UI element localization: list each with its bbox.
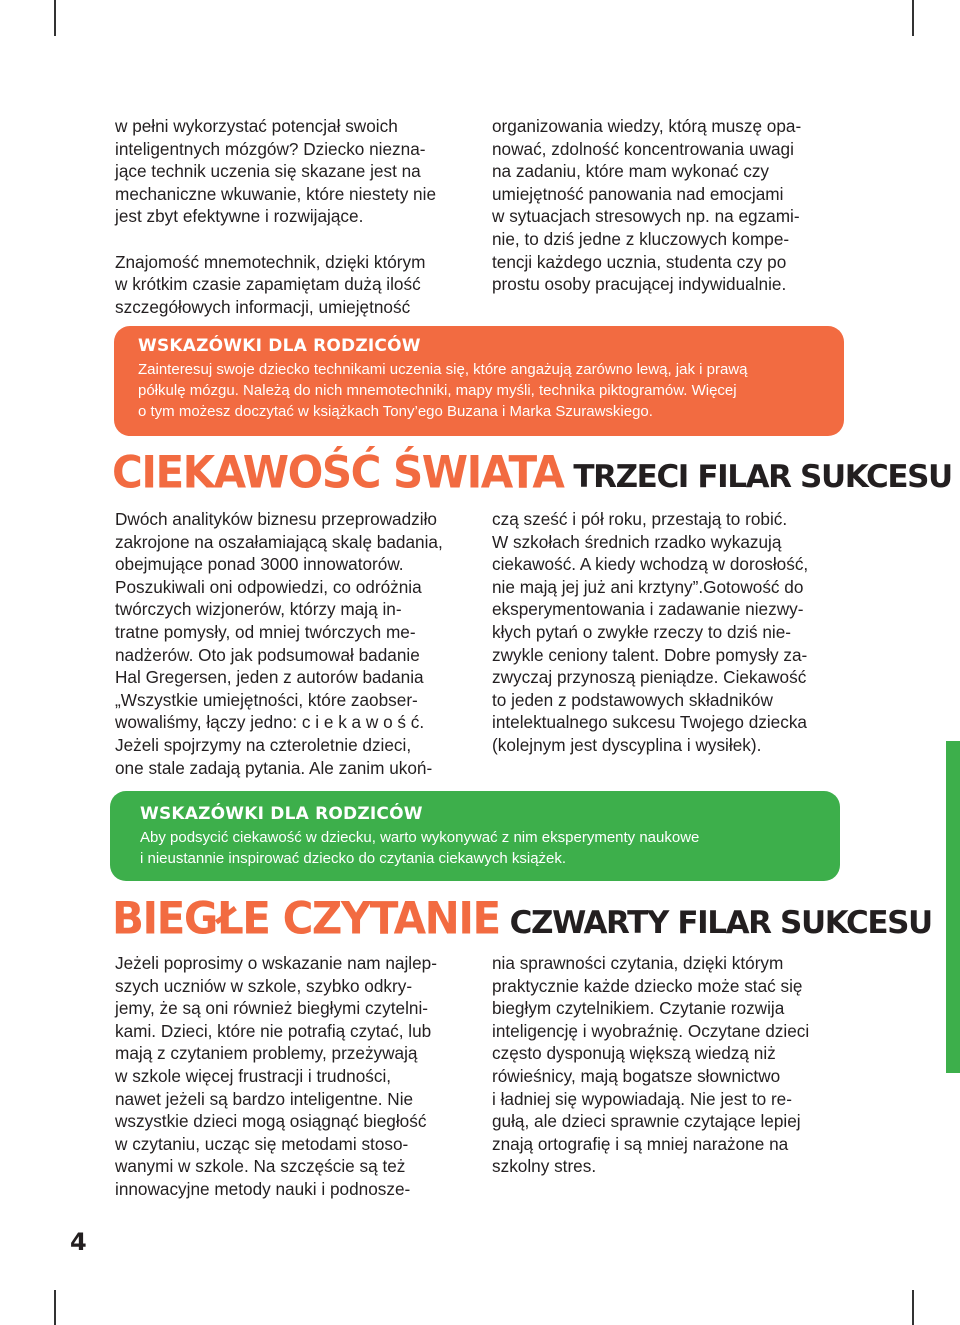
reading-column-right: [492, 952, 857, 1178]
curiosity-column-left: [115, 508, 480, 779]
tip-title: WSKAZÓWKI DLA RODZICÓW: [140, 804, 423, 824]
crop-mark-top-left: [54, 0, 56, 36]
reading-text-left: Jeżeli poprosimy o wskazanie nam najlep- szych uczniów w szkole, szybko odkry- jemy, że są oni również biegłymi czytelni- kami. Dzieci, które nie potrafią czytać, lub mają z czytaniem problemy, przeżywają w szkole więcej frustracji i trudności, nawet jeżeli są bardzo inteligentne. Nie wszystkie dzieci mogą osiągnąć biegłość w czytaniu, ucząc się metodami stoso- wanymi w szkole. Na szczęście są też innowacyjne metody nauki i podnosze-: [115, 953, 437, 1199]
parent-tip-box-green: [110, 791, 840, 881]
intro-paragraph-1: w pełni wykorzystać potencjał swoich inteligentnych mózgów? Dziecko niezna- jące technik uczenia się skazane jest na mechaniczne wkuwanie, które niestety nie jest zbyt efektywne i rozwijające.: [115, 116, 436, 227]
intro-paragraph-3: organizowania wiedzy, którą muszę opa- nować, zdolność koncentrowania uwagi na zadaniu, które mam wykonać czy umiejętność panowania nad emocjami w sytuacjach stresowych np. na egzami- nie, to dziś jedne z kluczowych kompe- tencji każdego ucznia, studenta czy po prostu osoby pracującej indywidualnie.: [492, 116, 802, 295]
section-heading-reading: [112, 894, 932, 943]
tip-title: WSKAZÓWKI DLA RODZICÓW: [138, 336, 421, 356]
reading-text-right: nia sprawności czytania, dzięki którym praktycznie każde dziecko może stać się biegłym czytelnikiem. Czytanie rozwija inteligencję i wyobraźnię. Oczytane dzieci często dysponują większą wiedzą niż rówieśnicy, mają bogatsze słownictwo i ładniej się wypowiadają. Nie jest to re- gułą, ale dzieci sprawnie czytające lepiej znają ortografię i są mniej narażone na szkolny stres.: [492, 953, 810, 1177]
crop-mark-top-right: [912, 0, 914, 36]
section-subtitle: TRZECI FILAR SUKCESU: [573, 459, 952, 495]
intro-column-right: [492, 115, 857, 296]
curiosity-text-left: Dwóch analityków biznesu przeprowadziło zakrojone na oszałamiającą skalę badania, obejmujące ponad 3000 innowatorów. Poszukiwali oni odpowiedzi, co odróżnia twórczych wizjonerów, którzy mają in- tratne pomysły, od mniej twórczych me- nadżerów. Oto jak podsumował badanie Hal Gregersen, jeden z autorów badania „Wszystkie umiejętności, które zaobser- wowaliśmy, łączy jedno: c i e k a w o ś ć. Jeżeli spojrzymy na czteroletnie dzieci, one stale zadają pytania. Ale zanim ukoń-: [115, 509, 443, 778]
intro-paragraph-2: Znajomość mnemotechnik, dzięki którym w krótkim czasie zapamiętam dużą ilość szczegółowych informacji, umiejętność: [115, 251, 426, 317]
tip-text: Zainteresuj swoje dziecko technikami uczenia się, które angażują zarówno lewą, jak i prawą półkulę mózgu. Należą do nich mnemotechniki, mapy myśli, technika piktogramów. Więcej o tym możesz doczytać w książkach Tony’ego Buzana i Marka Szurawskiego.: [138, 361, 748, 420]
reading-column-left: [115, 952, 480, 1201]
chapter-side-marker: [946, 741, 960, 1073]
parent-tip-box-orange: [114, 326, 844, 436]
crop-mark-bottom-left: [54, 1290, 56, 1325]
section-title: CIEKAWOŚĆ ŚWIATA: [112, 446, 564, 499]
intro-column-left: [115, 115, 480, 318]
curiosity-column-right: [492, 508, 857, 757]
crop-mark-bottom-right: [912, 1290, 914, 1325]
tip-text: Aby podsycić ciekawość w dziecku, warto wykonywać z nim eksperymenty naukowe i nieustannie inspirować dziecko do czytania ciekawych książek.: [140, 829, 700, 867]
section-heading-curiosity: [112, 448, 952, 497]
page-number: 4: [70, 1228, 87, 1256]
section-title: BIEGŁE CZYTANIE: [112, 892, 500, 945]
section-subtitle: CZWARTY FILAR SUKCESU: [509, 905, 932, 941]
curiosity-text-right: czą sześć i pół roku, przestają to robić. W szkołach średnich rzadko wykazują ciekawość. A kiedy wchodzą w dorosłość, nie mają jej już ani krztyny”.Gotowość do eksperymentowania i zadawanie niezwy- kłych pytań o zwykłe rzeczy to dziś nie- zwykle ceniony talent. Dobre pomysły za- zwyczaj przynoszą pieniądze. Ciekawość to jeden z podstawowych składników intelektualnego sukcesu Twojego dziecka (kolejnym jest dyscyplina i wysiłek).: [492, 509, 809, 755]
